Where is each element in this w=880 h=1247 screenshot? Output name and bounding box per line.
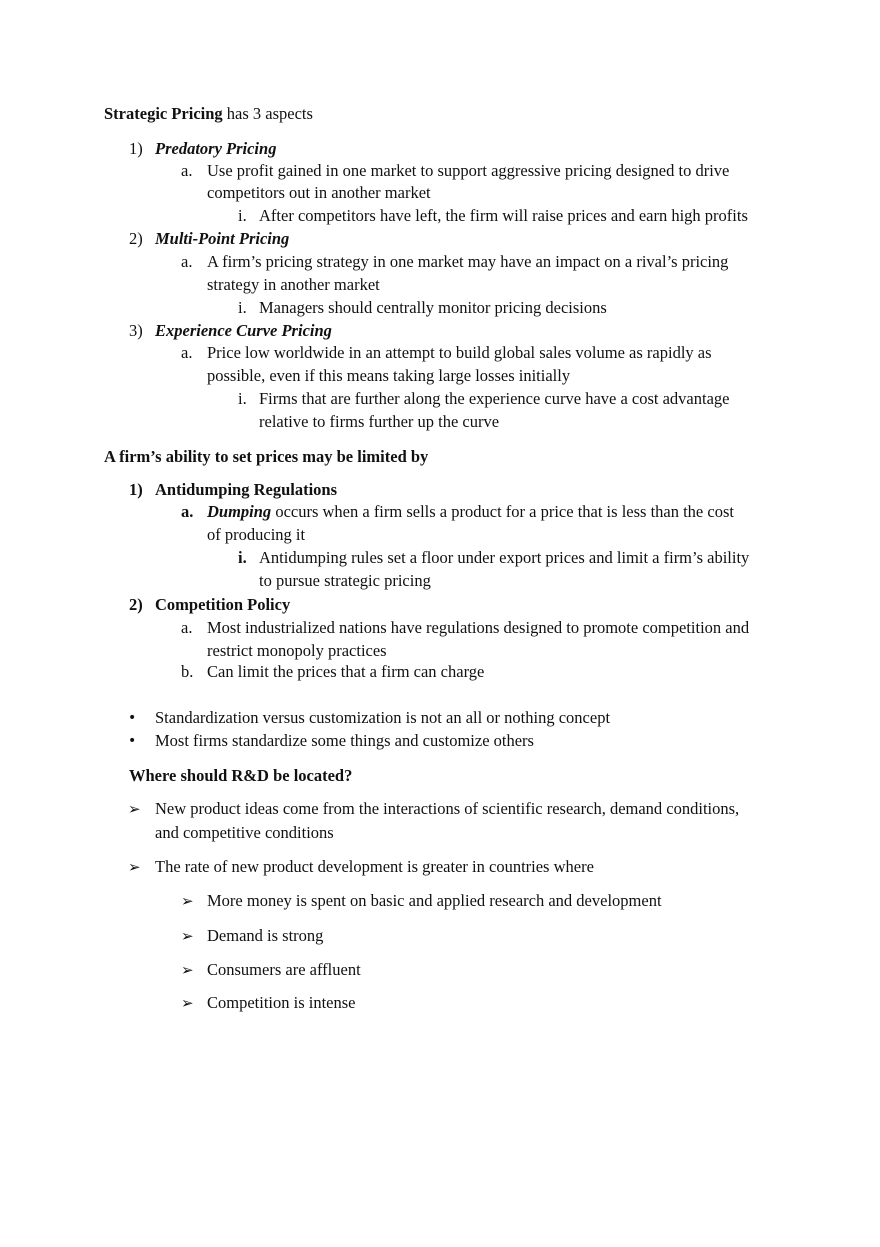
bullet-text: Most firms standardize some things and customize others — [155, 731, 534, 750]
subsub-text-line: Antidumping rules set a floor under export prices and limit a firm’s ability — [259, 548, 750, 567]
sub-text-line: Most industrialized nations have regulations designed to promote competition and — [207, 618, 750, 637]
sub-text-line: of producing it — [207, 525, 306, 544]
bullet-text: Standardization versus customization is not an all or nothing concept — [155, 708, 611, 727]
term-definition: occurs when a firm sells a product for a price that is less than the cost — [271, 502, 734, 521]
sub-text-line: Price low worldwide in an attempt to build global sales volume as rapidly as — [207, 343, 712, 362]
subsub-marker: i. — [238, 298, 247, 317]
subsub-text-line: Managers should centrally monitor pricing decisions — [259, 298, 607, 317]
sub-text-line: strategy in another market — [207, 275, 380, 294]
list-title: Competition Policy — [155, 595, 291, 614]
arrow-bullet-icon: ➢ — [181, 961, 194, 979]
subsub-text-line: After competitors have left, the firm will raise prices and earn high profits — [259, 206, 748, 225]
arrow-bullet-icon: ➢ — [181, 994, 194, 1012]
arrow-bullet-icon: ➢ — [128, 858, 141, 876]
list-number: 1) — [129, 480, 143, 499]
sub-text-line: Use profit gained in one market to support aggressive pricing designed to drive — [207, 161, 730, 180]
heading-rest: has 3 aspects — [226, 104, 313, 123]
list-number: 1) — [129, 139, 143, 158]
sub-text-line: competitors out in another market — [207, 183, 431, 202]
sub-text-line: restrict monopoly practices — [207, 641, 387, 660]
section-heading-price-limits: A firm’s ability to set prices may be limited by — [104, 447, 429, 466]
sub-marker: a. — [181, 502, 194, 521]
section-heading-strategic-pricing — [104, 103, 313, 125]
bullet-icon: • — [128, 710, 137, 726]
bullet-icon: • — [128, 733, 137, 749]
subsub-marker: i. — [238, 389, 247, 408]
sub-arrow-item-text: Consumers are affluent — [207, 960, 361, 979]
arrow-item-text: The rate of new product development is greater in countries where — [155, 857, 594, 876]
arrow-item-text: New product ideas come from the interactions of scientific research, demand conditions, — [155, 799, 740, 818]
list-title: Multi-Point Pricing — [155, 229, 290, 248]
sub-marker: b. — [181, 662, 194, 681]
sub-text-line: Can limit the prices that a firm can charge — [207, 662, 485, 681]
list-number: 2) — [129, 229, 143, 248]
list-number: 2) — [129, 595, 143, 614]
term-dumping: Dumping — [207, 502, 272, 521]
heading-bold: Strategic Pricing — [104, 104, 223, 123]
list-title: Predatory Pricing — [155, 139, 277, 158]
sub-marker: a. — [181, 343, 193, 362]
arrow-bullet-icon: ➢ — [181, 927, 194, 945]
sub-marker: a. — [181, 161, 193, 180]
list-number: 3) — [129, 321, 143, 340]
sub-arrow-item-text: Competition is intense — [207, 993, 356, 1012]
sub-marker: a. — [181, 618, 193, 637]
subsub-text-line: to pursue strategic pricing — [259, 571, 431, 590]
arrow-bullet-icon: ➢ — [128, 800, 141, 818]
sub-arrow-item-text: More money is spent on basic and applied research and development — [207, 891, 662, 910]
subsub-marker: i. — [238, 206, 247, 225]
list-title: Antidumping Regulations — [155, 480, 338, 499]
sub-arrow-item-text: Demand is strong — [207, 926, 324, 945]
list-title: Experience Curve Pricing — [155, 321, 332, 340]
subsub-text-line: relative to firms further up the curve — [259, 412, 500, 431]
sub-text-line: A firm’s pricing strategy in one market may have an impact on a rival’s pricing — [207, 252, 729, 271]
subsub-text-line: Firms that are further along the experience curve have a cost advantage — [259, 389, 730, 408]
sub-text-line — [207, 501, 734, 523]
sub-marker: a. — [181, 252, 193, 271]
subsub-marker: i. — [238, 548, 247, 567]
sub-text-line: possible, even if this means taking large losses initially — [207, 366, 571, 385]
arrow-item-text: and competitive conditions — [155, 823, 334, 842]
section-heading-rd-location: Where should R&D be located? — [129, 766, 353, 785]
arrow-bullet-icon: ➢ — [181, 892, 194, 910]
